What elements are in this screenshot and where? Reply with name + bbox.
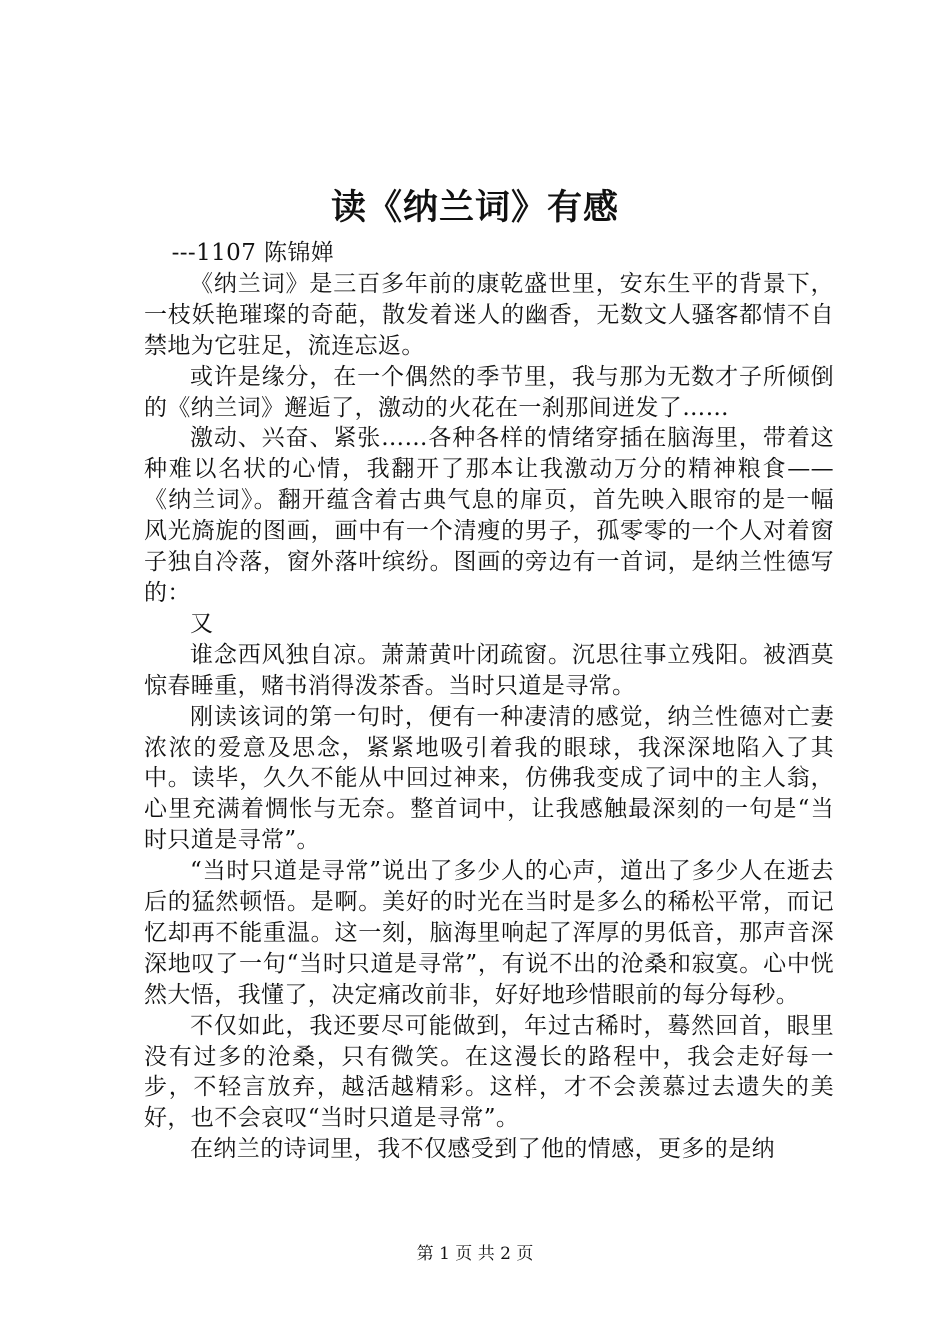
paragraph-1: 《纳兰词》是三百多年前的康乾盛世里，安东生平的背景下，一枝妖艳璀璨的奇葩，散发着迷人的幽香，无数文人骚客都情不自禁地为它驻足，流连忘返。 <box>144 270 834 359</box>
page-title: 读《纳兰词》有感 <box>330 187 619 228</box>
paragraph-4: 刚读该词的第一句时，便有一种凄清的感觉，纳兰性德对亡妻浓浓的爱意及思念，紧紧地吸引着我的眼球，我深深地陷入了其中。读毕，久久不能从中回过神来，仿佛我变成了词中的主人翁，心里充满着惆怅与无奈。整首词中，让我感触最深刻的一句是“当时只道是寻常”。 <box>144 703 834 854</box>
paragraph-2: 或许是缘分，在一个偶然的季节里，我与那为无数才子所倾倒的《纳兰词》邂逅了，激动的火花在一刹那间迸发了…… <box>144 363 834 421</box>
paragraph-5: “当时只道是寻常”说出了多少人的心声，道出了多少人在逝去后的猛然顿悟。是啊。美好的时光在当时是多么的稀松平常，而记忆却再不能重温。这一刻，脑海里响起了浑厚的男低音，那声音深深地叹了一句“当时只道是寻常”，有说不出的沧桑和寂寞。心中恍然大悟，我懂了，决定痛改前非，好好地珍惜眼前的每分每秒。 <box>144 858 834 1008</box>
page-footer: 第 1 页 共 2 页 <box>416 1244 534 1264</box>
poem-text: 谁念西风独自凉。萧萧黄叶闭疏窗。沉思往事立残阳。被酒莫惊春睡重，赌书消得泼茶香。当时只道是寻常。 <box>144 641 834 699</box>
article-body <box>144 238 834 1165</box>
paragraph-7: 在纳兰的诗词里，我不仅感受到了他的情感，更多的是纳 <box>190 1136 775 1163</box>
author-line: ---1107 陈锦婵 <box>171 240 335 266</box>
poem-title: 又 <box>190 610 214 637</box>
paragraph-3: 激动、兴奋、紧张……各种各样的情绪穿插在脑海里，带着这种难以名状的心情，我翻开了那本让我激动万分的精神粮食——《纳兰词》。翻开蕴含着古典气息的扉页，首先映入眼帘的是一幅风光旖旎的图画，画中有一个清瘦的男子，孤零零的一个人对着窗子独自冷落，窗外落叶缤纷。图画的旁边有一首词，是纳兰性德写的： <box>144 425 834 606</box>
paragraph-6: 不仅如此，我还要尽可能做到，年过古稀时，蓦然回首，眼里没有过多的沧桑，只有微笑。在这漫长的路程中，我会走好每一步，不轻言放弃，越活越精彩。这样，才不会羡慕过去遗失的美好，也不会哀叹“当时只道是寻常”。 <box>144 1012 834 1132</box>
